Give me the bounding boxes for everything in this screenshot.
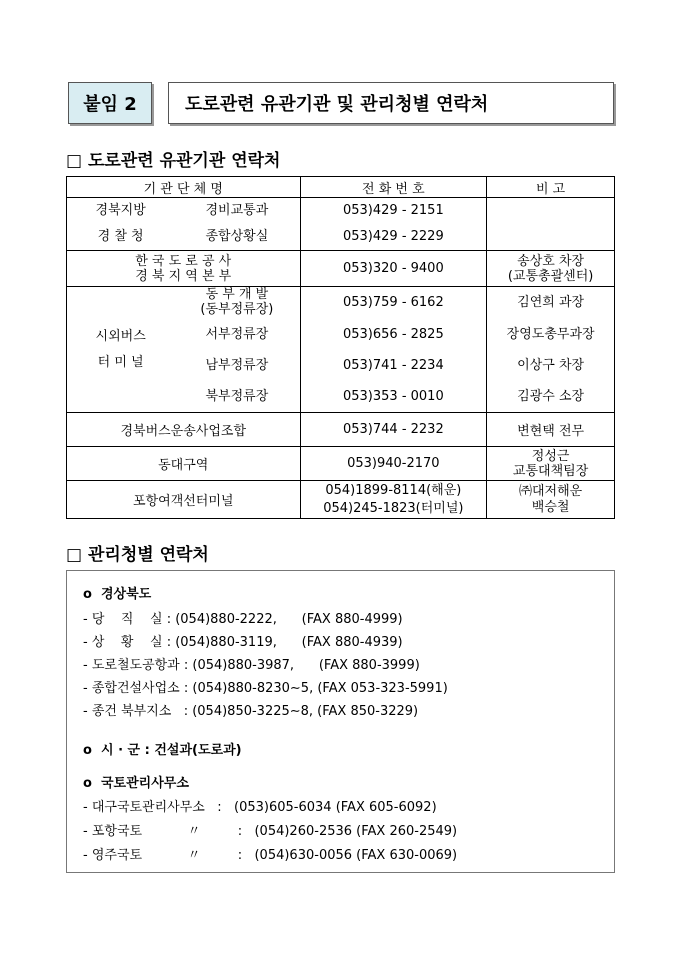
section-agencies-title: □ 도로관련 유관기관 연락처 [66, 151, 281, 171]
header-org: 기 관 단 체 명 [67, 177, 301, 198]
org-name: 경북버스운송사업조합 [67, 413, 301, 447]
note: 이상구 차장 [517, 358, 585, 373]
org-name: 동대구역 [67, 447, 301, 481]
note: (교통총괄센터) [507, 268, 594, 284]
note: 정성근 [531, 448, 570, 464]
note: 송상호 차장 [517, 253, 585, 269]
contact-group-head: o 경상북도 [83, 587, 152, 602]
note: ㈜대저해운 [518, 483, 583, 499]
phone-number: 053)656 - 2825 [342, 327, 444, 342]
contact-line: - 상 황 실 : (054)880-3119, (FAX 880-4939) [83, 635, 403, 650]
contact-line: - 영주국토 〃 : (054)630-0056 (FAX 630-0069) [83, 848, 458, 863]
table-row [67, 413, 615, 447]
org-name: 경비교통과 [205, 203, 269, 218]
phone-number: 054)1899-8114(해운) [325, 482, 462, 498]
phone-number: 053)744 - 2232 [300, 413, 487, 447]
note: 백승철 [531, 499, 570, 515]
attachment-tag: 붙임 2 [68, 82, 152, 124]
phone-number: 053)320 - 9400 [300, 251, 487, 287]
contact-group-head: o 국토관리사무소 [83, 776, 189, 791]
phone-number: 053)429 - 2151 [342, 203, 444, 218]
phone-number: 053)940-2170 [300, 447, 487, 481]
agency-contact-table [66, 176, 615, 519]
org-name: 한 국 도 로 공 사 [135, 253, 232, 269]
phone-number: 053)759 - 6162 [342, 295, 444, 310]
phone-number: 053)353 - 0010 [342, 389, 444, 404]
note: 김연희 과장 [517, 295, 585, 310]
contact-line: - 도로철도공항과 : (054)880-3987, (FAX 880-3999) [83, 658, 420, 673]
org-name: 동 부 개 발 [205, 287, 269, 302]
table-row [67, 481, 615, 519]
header-phone: 전 화 번 호 [300, 177, 487, 198]
table-row [67, 198, 615, 251]
table-row [67, 251, 615, 287]
authority-contacts-box [66, 570, 615, 873]
contact-line: - 대구국토관리사무소 : (053)605-6034 (FAX 605-6092) [83, 800, 437, 815]
section-authorities-title: □ 관리청별 연락처 [66, 545, 209, 565]
note: 교통대책팀장 [512, 463, 589, 479]
org-name: 북부정류장 [205, 389, 269, 404]
org-name: 서부정류장 [205, 327, 269, 342]
phone-number: 053)429 - 2229 [342, 229, 444, 244]
note: 장영도총무과장 [506, 327, 595, 342]
org-name: 경 북 지 역 본 부 [135, 268, 232, 284]
contact-line: - 종합건설사업소 : (054)880-8230∼5, (FAX 053-323-5991) [83, 681, 448, 696]
phone-number: 054)245-1823(터미널) [323, 500, 464, 516]
header-note: 비 고 [487, 177, 615, 198]
contact-group-head: o 시 · 군 : 건설과(도로과) [83, 743, 242, 758]
note: 변현택 전무 [487, 413, 615, 447]
table-row [67, 447, 615, 481]
phone-number: 053)741 - 2234 [342, 358, 444, 373]
org-group: 경북지방 [95, 203, 146, 218]
org-name: (동부정류장) [200, 302, 274, 317]
org-group: 경 찰 청 [97, 229, 144, 244]
org-group: 터 미 널 [97, 354, 144, 370]
table-row [67, 287, 615, 413]
org-name: 남부정류장 [205, 358, 269, 373]
contact-line: - 포항국토 〃 : (054)260-2536 (FAX 260-2549) [83, 824, 458, 839]
org-name: 종합상황실 [205, 229, 269, 244]
contact-line: - 종건 북부지소 : (054)850-3225∼8, (FAX 850-3229) [83, 704, 419, 719]
note: 김광수 소장 [517, 389, 585, 404]
document-title: 도로관련 유관기관 및 관리청별 연락처 [168, 82, 614, 124]
contact-line: - 당 직 실 : (054)880-2222, (FAX 880-4999) [83, 612, 403, 627]
org-name: 포항여객선터미널 [67, 481, 301, 519]
org-group: 시외버스 [95, 328, 146, 344]
